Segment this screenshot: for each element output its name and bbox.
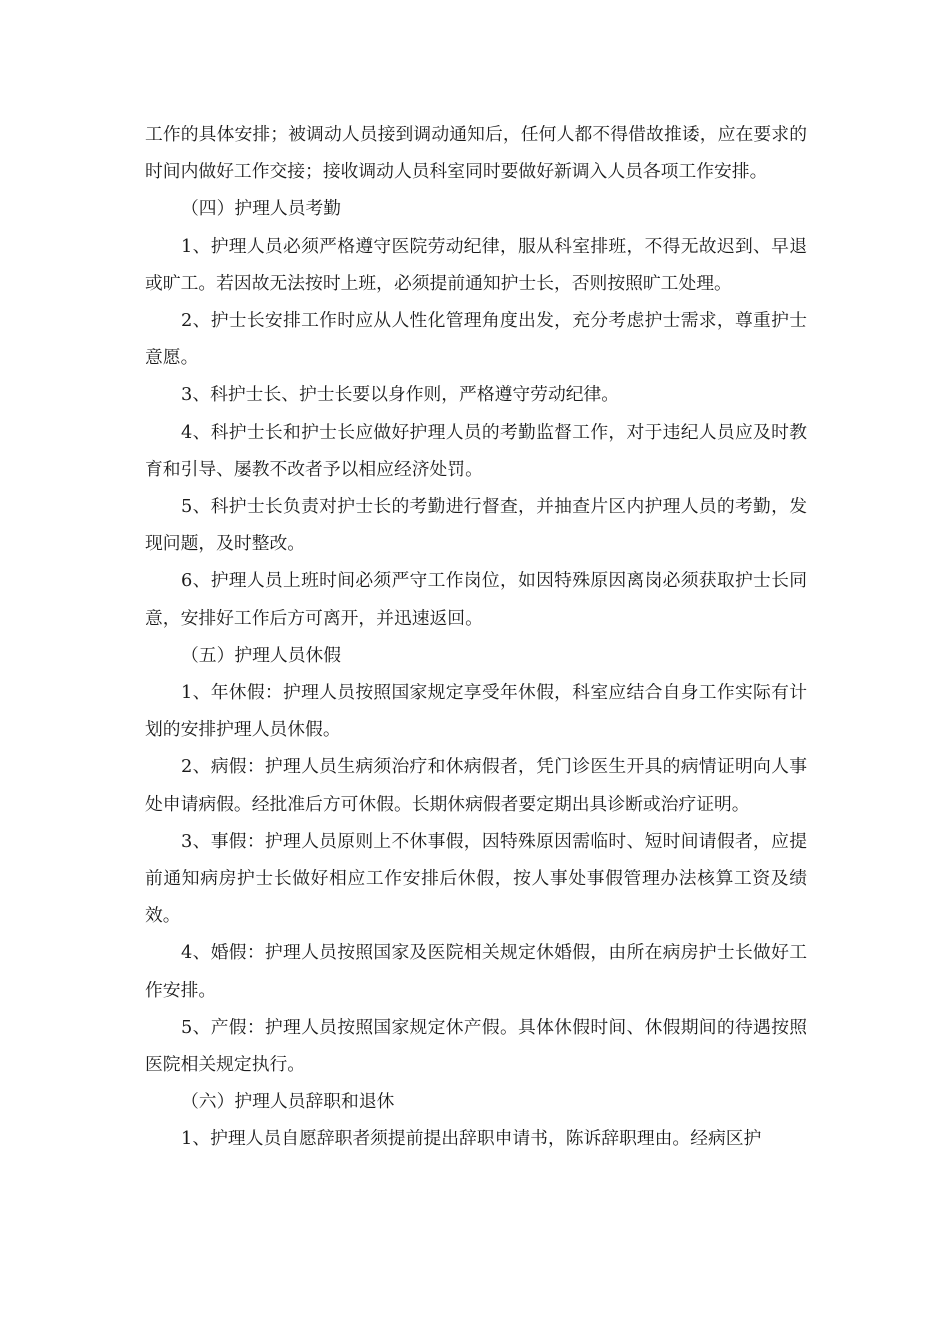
- list-item: 6、护理人员上班时间必须严守工作岗位，如因特殊原因离岗必须获取护士长同意，安排好工作后方可离开，并迅速返回。: [145, 570, 807, 629]
- paragraph-continuation: 工作的具体安排；被调动人员接到调动通知后，任何人都不得借故推诿，应在要求的时间内做好工作交接；接收调动人员科室同时要做好新调入人员各项工作安排。: [145, 124, 807, 183]
- list-item: 1、年休假：护理人员按照国家规定享受年休假，科室应结合自身工作实际有计划的安排护理人员休假。: [145, 682, 807, 741]
- document-body: [145, 116, 807, 1158]
- section-heading-resignation: （六）护理人员辞职和退休: [181, 1091, 395, 1113]
- list-item: 5、产假：护理人员按照国家规定休产假。具体休假时间、休假期间的待遇按照医院相关规定执行。: [145, 1016, 807, 1076]
- list-item: 3、事假：护理人员原则上不休事假，因特殊原因需临时、短时间请假者，应提前通知病房护士长做好相应工作安排后休假，按人事处事假管理办法核算工资及绩效。: [145, 830, 807, 927]
- section-heading-attendance: （四）护理人员考勤: [181, 198, 342, 220]
- list-item: 4、婚假：护理人员按照国家及医院相关规定休婚假，由所在病房护士长做好工作安排。: [145, 942, 807, 1001]
- list-item: 2、护士长安排工作时应从人性化管理角度出发，充分考虑护士需求，尊重护士意愿。: [145, 310, 807, 369]
- section-heading-leave: （五）护理人员休假: [181, 644, 342, 666]
- list-item: 2、病假：护理人员生病须治疗和休病假者，凭门诊医生开具的病情证明向人事处申请病假。经批准后方可休假。长期休病假者要定期出具诊断或治疗证明。: [145, 756, 807, 815]
- list-item: 3、科护士长、护士长要以身作则，严格遵守劳动纪律。: [181, 384, 620, 406]
- list-item: 4、科护士长和护士长应做好护理人员的考勤监督工作，对于违纪人员应及时教育和引导、屡教不改者予以相应经济处罚。: [145, 421, 807, 480]
- list-item: 1、护理人员自愿辞职者须提前提出辞职申请书，陈诉辞职理由。经病区护: [181, 1128, 762, 1150]
- list-item: 1、护理人员必须严格遵守医院劳动纪律，服从科室排班，不得无故迟到、早退或旷工。若因故无法按时上班，必须提前通知护士长，否则按照旷工处理。: [145, 235, 807, 294]
- list-item: 5、科护士长负责对护士长的考勤进行督查，并抽查片区内护理人员的考勤，发现问题，及时整改。: [145, 496, 807, 555]
